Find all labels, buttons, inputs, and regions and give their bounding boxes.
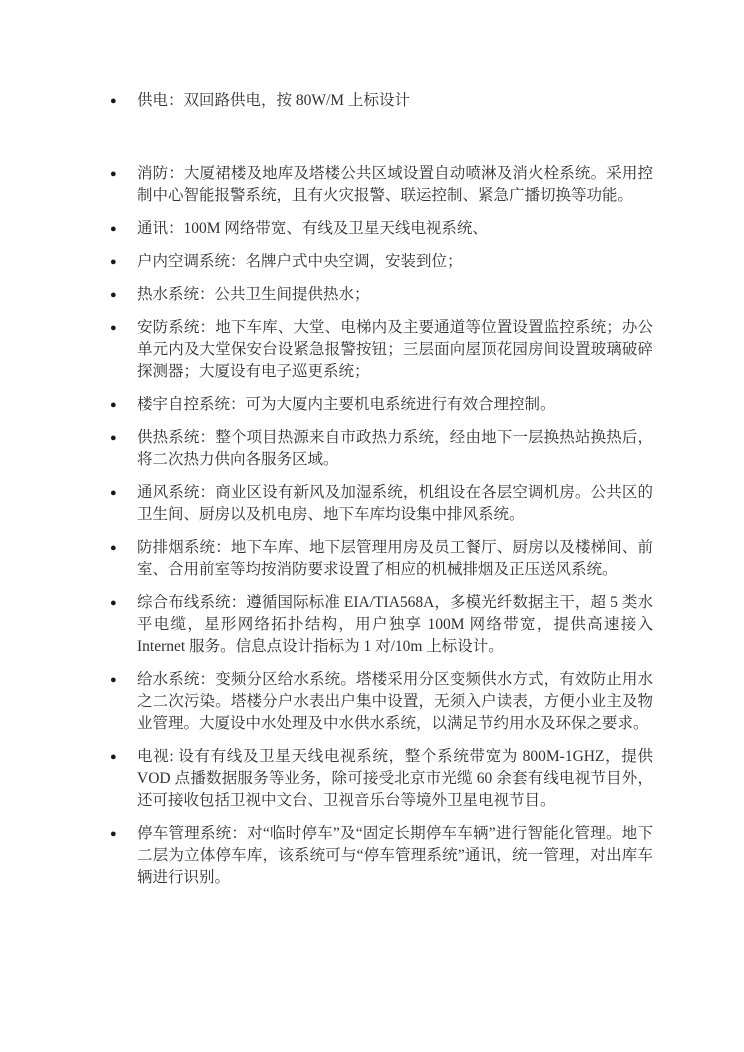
bullet-icon: ●: [110, 399, 117, 411]
list-item-text: 防排烟系统：地下车库、地下层管理用房及员工餐厅、厨房以及楼梯间、前室、合用前室等均按消防要求设置了相应的机械排烟及正压送风系统。: [137, 539, 653, 578]
list-item-text: 给水系统：变频分区给水系统。塔楼采用分区变频供水方式，有效防止用水之二次污染。塔楼分户水表出户集中设置，无须入户读表，方便小业主及物业管理。大厦设中水处理及中水供水系统，以满足节约用水及环保之要求。: [137, 671, 653, 732]
list-item: [110, 482, 653, 526]
list-item-text: 通讯：100M 网络带宽、有线及卫星天线电视系统、: [137, 220, 488, 237]
list-item: [110, 823, 653, 889]
bullet-icon: ●: [110, 256, 117, 268]
list-item: [110, 90, 653, 112]
bullet-icon: ●: [110, 322, 117, 334]
bullet-icon: ●: [110, 828, 117, 840]
list-item-text: 楼宇自控系统：可为大厦内主要机电系统进行有效合理控制。: [137, 396, 556, 413]
list-item-text: 停车管理系统：对“临时停车”及“固定长期停车车辆”进行智能化管理。地下二层为立体停车库，该系统可与“停车管理系统”通讯，统一管理，对出库车辆进行识别。: [137, 825, 653, 886]
list-item: [110, 537, 653, 581]
bullet-list: [110, 90, 653, 889]
list-item-text: 户内空调系统：名牌户式中央空调，安装到位；: [137, 253, 463, 270]
list-item: [110, 669, 653, 735]
list-item: [110, 218, 653, 240]
bullet-icon: ●: [110, 223, 117, 235]
bullet-icon: ●: [110, 597, 117, 609]
bullet-icon: ●: [110, 168, 117, 180]
list-item: [110, 163, 653, 207]
list-item-text: 通风系统：商业区设有新风及加湿系统，机组设在各层空调机房。公共区的卫生间、厨房以及机电房、地下车库均设集中排风系统。: [137, 484, 653, 523]
list-item-text: 综合布线系统：遵循国际标准 EIA/TIA568A，多模光纤数据主干，超 5 类水平电缆，星形网络拓扑结构，用户独享 100M 网络带宽，提供高速接入 Internet 服务。信息点设计指标为 1 对/10m 上标设计。: [137, 594, 653, 655]
list-item: [110, 427, 653, 471]
bullet-icon: ●: [110, 674, 117, 686]
bullet-icon: ●: [110, 751, 117, 763]
bullet-icon: ●: [110, 542, 117, 554]
list-item: [110, 251, 653, 273]
list-item-text: 安防系统：地下车库、大堂、电梯内及主要通道等位置设置监控系统；办公单元内及大堂保安台设紧急报警按钮；三层面向屋顶花园房间设置玻璃破碎探测器；大厦设有电子巡更系统；: [137, 319, 653, 380]
bullet-icon: ●: [110, 95, 117, 107]
list-item: [110, 746, 653, 812]
list-item-text: 热水系统：公共卫生间提供热水；: [137, 286, 370, 303]
bullet-icon: ●: [110, 432, 117, 444]
bullet-icon: ●: [110, 487, 117, 499]
list-item: [110, 592, 653, 658]
list-item-text: 消防：大厦裙楼及地库及塔楼公共区域设置自动喷淋及消火栓系统。采用控制中心智能报警系统，且有火灾报警、联运控制、紧急广播切换等功能。: [137, 165, 653, 204]
bullet-icon: ●: [110, 289, 117, 301]
list-item-text: 供电：双回路供电，按 80W/M 上标设计: [137, 92, 410, 109]
list-item: [110, 317, 653, 383]
list-item-text: 供热系统：整个项目热源来自市政热力系统，经由地下一层换热站换热后，将二次热力供向各服务区域。: [137, 429, 653, 468]
list-item-text: 电视: 设有有线及卫星天线电视系统，整个系统带宽为 800M-1GHZ，提供 VOD 点播数据服务等业务，除可接受北京市光缆 60 余套有线电视节目外，还可接收包括卫视中文台、卫视音乐台等境外卫星电视节目。: [137, 748, 653, 809]
list-item: [110, 394, 653, 416]
list-item: [110, 284, 653, 306]
